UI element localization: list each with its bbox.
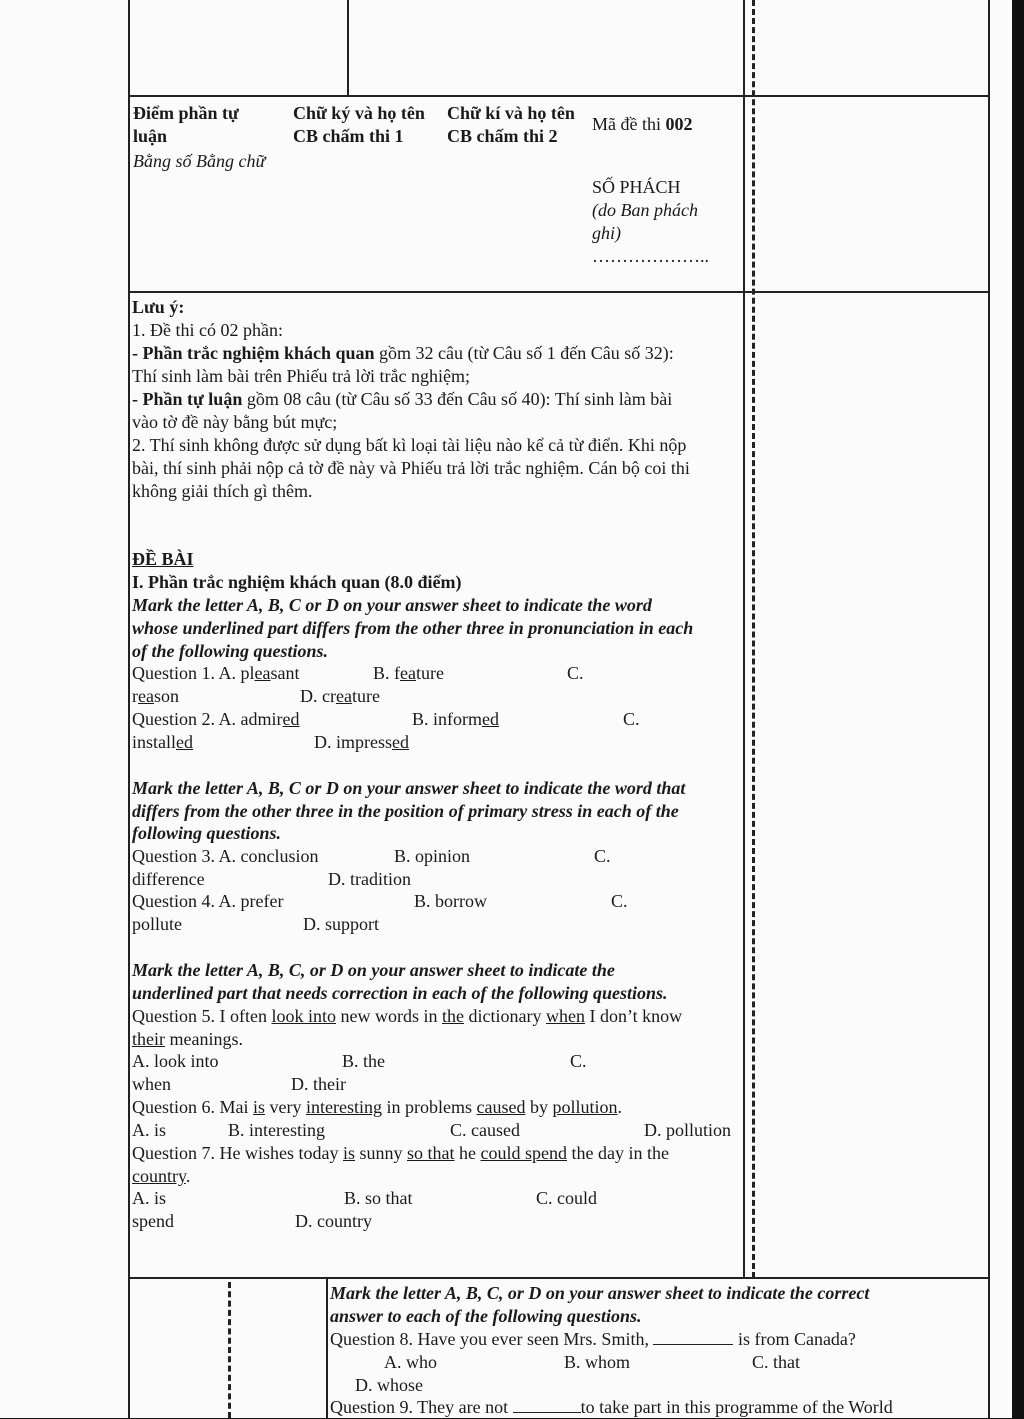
exam-code xyxy=(592,113,693,136)
cut-line-right xyxy=(752,0,755,1278)
question-6-option-b: B. interesting xyxy=(228,1120,325,1140)
notes-top-rule xyxy=(128,291,990,293)
q2-text: Question 2. A. admir xyxy=(132,709,283,729)
notes-line: vào tờ đề này bằng bút mực; xyxy=(132,412,338,432)
grader1-label: Chữ ký và họ tên xyxy=(293,103,425,123)
page-right-border xyxy=(988,0,990,1418)
grader1-label-2: CB chấm thi 1 xyxy=(293,126,404,146)
question-1-option-c-label: C. xyxy=(567,663,584,683)
question-4-option-c: pollute xyxy=(132,914,182,934)
notes-line: Thí sinh làm bài trên Phiếu trả lời trắc nghiệm; xyxy=(132,366,470,386)
notes-title: Lưu ý: xyxy=(132,297,185,317)
question-5-option-d: D. their xyxy=(291,1074,346,1094)
so-phach-dots: ……………….. xyxy=(592,246,709,266)
instruction-line: following questions. xyxy=(132,823,282,843)
q7-underline: is xyxy=(342,1143,355,1163)
q8-text: is from Canada? xyxy=(733,1329,856,1349)
outer-right-border xyxy=(743,0,745,1278)
question-4-option-b: B. borrow xyxy=(414,891,487,911)
q6-text: Question 6. Mai xyxy=(132,1097,253,1117)
q9-text: Question 9. They are not xyxy=(330,1397,513,1417)
q6-text: . xyxy=(617,1097,622,1117)
instruction-line: answer to each of the following questions. xyxy=(330,1306,642,1326)
score-label-2: luận xyxy=(133,126,168,146)
question-7-option-a: A. is xyxy=(132,1188,167,1208)
q5-text: Question 5. I often xyxy=(132,1006,272,1026)
q5-text: I don’t know xyxy=(584,1006,683,1026)
notes-bold: - Phần trắc nghiệm khách quan xyxy=(132,343,375,363)
part1-title: I. Phần trắc nghiệm khách quan (8.0 điểm) xyxy=(132,572,462,592)
lower-column-divider xyxy=(326,1278,328,1418)
q1-underline: ea xyxy=(335,686,352,706)
so-phach-label: SỐ PHÁCH xyxy=(592,177,681,197)
q5-underline: their xyxy=(132,1029,165,1049)
q7-text: he xyxy=(454,1143,481,1163)
instruction-line: underlined part that needs correction in each of the following questions. xyxy=(132,983,668,1003)
q7-text: the day in the xyxy=(567,1143,669,1163)
question-3-option-a: Question 3. A. conclusion xyxy=(132,846,319,866)
question-4-option-c-label: C. xyxy=(611,891,628,911)
question-8-option-c: C. that xyxy=(752,1352,800,1372)
question-8-option-a: A. who xyxy=(384,1352,437,1372)
q1-text: r xyxy=(132,686,138,706)
q2-underline: ed xyxy=(282,709,300,729)
question-7-stem xyxy=(132,1142,669,1165)
q6-text: very xyxy=(265,1097,306,1117)
q5-text: dictionary xyxy=(464,1006,546,1026)
ban-phach-note-2: ghi) xyxy=(592,223,621,243)
q2-text: B. inform xyxy=(412,709,482,729)
header-top-rule xyxy=(128,95,990,97)
q7-underline: could spend xyxy=(480,1143,567,1163)
q2-text: D. impress xyxy=(314,732,392,752)
q1-underline: ea xyxy=(138,686,154,706)
question-7-option-b: B. so that xyxy=(344,1188,413,1208)
notes-line xyxy=(132,342,674,365)
notes-line: không giải thích gì thêm. xyxy=(132,481,313,501)
q6-underline: is xyxy=(253,1097,266,1117)
q7-underline: country xyxy=(132,1166,186,1186)
question-5-stem-2 xyxy=(132,1028,243,1051)
exam-code-value: 002 xyxy=(665,114,693,134)
cut-line-bottom xyxy=(228,1282,231,1418)
question-7-option-c-cont: spend xyxy=(132,1211,174,1231)
q5-underline: when xyxy=(545,1006,585,1026)
instruction-line: of the following questions. xyxy=(132,641,329,661)
question-5-option-a: A. look into xyxy=(132,1051,219,1071)
question-2-option-b xyxy=(412,708,499,731)
q6-text: by xyxy=(525,1097,553,1117)
q8-text: Question 8. Have you ever seen Mrs. Smith, xyxy=(330,1329,654,1349)
q2-underline: ed xyxy=(176,732,193,752)
q1-text: son xyxy=(153,686,179,706)
question-6-option-d: D. pollution xyxy=(644,1120,732,1140)
question-7-option-c: C. could xyxy=(536,1188,597,1208)
grader2-label-2: CB chấm thi 2 xyxy=(447,126,558,146)
question-6-option-c: C. caused xyxy=(450,1120,520,1140)
q2-underline: ed xyxy=(392,732,409,752)
question-1-option-c xyxy=(132,685,179,708)
question-3-option-c: difference xyxy=(132,869,205,889)
instruction-line: Mark the letter A, B, C or D on your answer sheet to indicate the word xyxy=(132,595,652,615)
q5-text: meanings. xyxy=(165,1029,243,1049)
instruction-line: Mark the letter A, B, C, or D on your answer sheet to indicate the xyxy=(132,960,615,980)
score-label: Điểm phần tự xyxy=(133,103,239,123)
question-5-stem xyxy=(132,1005,682,1028)
question-2-option-d xyxy=(314,731,409,754)
question-9-stem xyxy=(330,1396,893,1419)
q5-underline: look into xyxy=(271,1006,336,1026)
question-1-option-a xyxy=(132,662,300,685)
notes-line xyxy=(132,388,672,411)
question-5-option-b: B. the xyxy=(342,1051,385,1071)
instruction-line: whose underlined part differs from the other three in pronunciation in each xyxy=(132,618,694,638)
q7-text: Question 7. He wishes today xyxy=(132,1143,343,1163)
question-2-option-c xyxy=(132,731,193,754)
q7-text: sunny xyxy=(355,1143,408,1163)
q6-underline: pollution xyxy=(552,1097,618,1117)
de-bai-title: ĐỀ BÀI xyxy=(132,549,194,569)
question-3-option-c-label: C. xyxy=(594,846,611,866)
q7-text: . xyxy=(185,1166,191,1186)
answer-blank xyxy=(653,1330,733,1345)
question-6-stem xyxy=(132,1096,622,1119)
ban-phach-note: (do Ban phách xyxy=(592,200,698,220)
notes-line: 2. Thí sinh không được sử dụng bất kì loại tài liệu nào kể cả từ điển. Khi nộp xyxy=(132,435,687,455)
instruction-line: differs from the other three in the position of primary stress in each of the xyxy=(132,801,679,821)
question-5-option-c-label: C. xyxy=(570,1051,587,1071)
q1-text: ture xyxy=(351,686,380,706)
header-cell-divider xyxy=(347,0,349,96)
q1-underline: ea xyxy=(400,663,416,683)
question-2-option-c-label: C. xyxy=(623,709,640,729)
question-1-option-d xyxy=(300,685,380,708)
q1-text: Question 1. A. pl xyxy=(132,663,255,683)
q1-text: B. f xyxy=(373,663,400,683)
q6-text: in problems xyxy=(381,1097,477,1117)
notes-line: 1. Đề thi có 02 phần: xyxy=(132,320,283,340)
lower-section-rule xyxy=(128,1277,990,1279)
question-8-stem xyxy=(330,1328,856,1351)
q6-underline: interesting xyxy=(306,1097,382,1117)
outer-left-border xyxy=(128,0,130,1418)
question-8-option-b: B. whom xyxy=(564,1352,631,1372)
question-4-option-a: Question 4. A. prefer xyxy=(132,891,284,911)
exam-code-label: Mã đề thi xyxy=(592,114,661,134)
q1-underline: ea xyxy=(254,663,271,683)
q1-text: D. cr xyxy=(300,686,336,706)
question-7-option-d: D. country xyxy=(295,1211,372,1231)
question-5-option-c: when xyxy=(132,1074,171,1094)
q1-text: sant xyxy=(270,663,300,683)
question-2-option-a xyxy=(132,708,300,731)
answer-blank xyxy=(513,1398,581,1413)
notes-bold: - Phần tự luận xyxy=(132,389,243,409)
question-1-option-b xyxy=(373,662,444,685)
score-sub-label: Bằng số Bằng chữ xyxy=(133,151,266,171)
grader2-label: Chữ kí và họ tên xyxy=(447,103,575,123)
question-8-option-d: D. whose xyxy=(355,1375,423,1395)
q6-underline: caused xyxy=(476,1097,526,1117)
q2-underline: ed xyxy=(482,709,499,729)
q5-text: new words in xyxy=(336,1006,442,1026)
question-7-stem-2 xyxy=(132,1165,190,1188)
q1-text: ture xyxy=(415,663,444,683)
notes-line: bài, thí sinh phải nộp cả tờ đề này và Phiếu trả lời trắc nghiệm. Cán bộ coi thi xyxy=(132,458,690,478)
notes-text: gồm 08 câu (từ Câu số 33 đến Câu số 40): Thí sinh làm bài xyxy=(242,389,673,409)
instruction-line: Mark the letter A, B, C or D on your answer sheet to indicate the word that xyxy=(132,778,686,798)
instruction-line: Mark the letter A, B, C, or D on your answer sheet to indicate the correct xyxy=(330,1283,870,1303)
q7-underline: so that xyxy=(407,1143,455,1163)
question-3-option-b: B. opinion xyxy=(394,846,471,866)
q9-text: to take part in this programme of the World xyxy=(580,1397,893,1417)
q2-text: install xyxy=(132,732,176,752)
q5-underline: the xyxy=(442,1006,464,1026)
notes-text: gồm 32 câu (từ Câu số 1 đến Câu số 32): xyxy=(374,343,674,363)
question-6-option-a: A. is xyxy=(132,1120,167,1140)
question-3-option-d: D. tradition xyxy=(328,869,411,889)
question-4-option-d: D. support xyxy=(303,914,379,934)
